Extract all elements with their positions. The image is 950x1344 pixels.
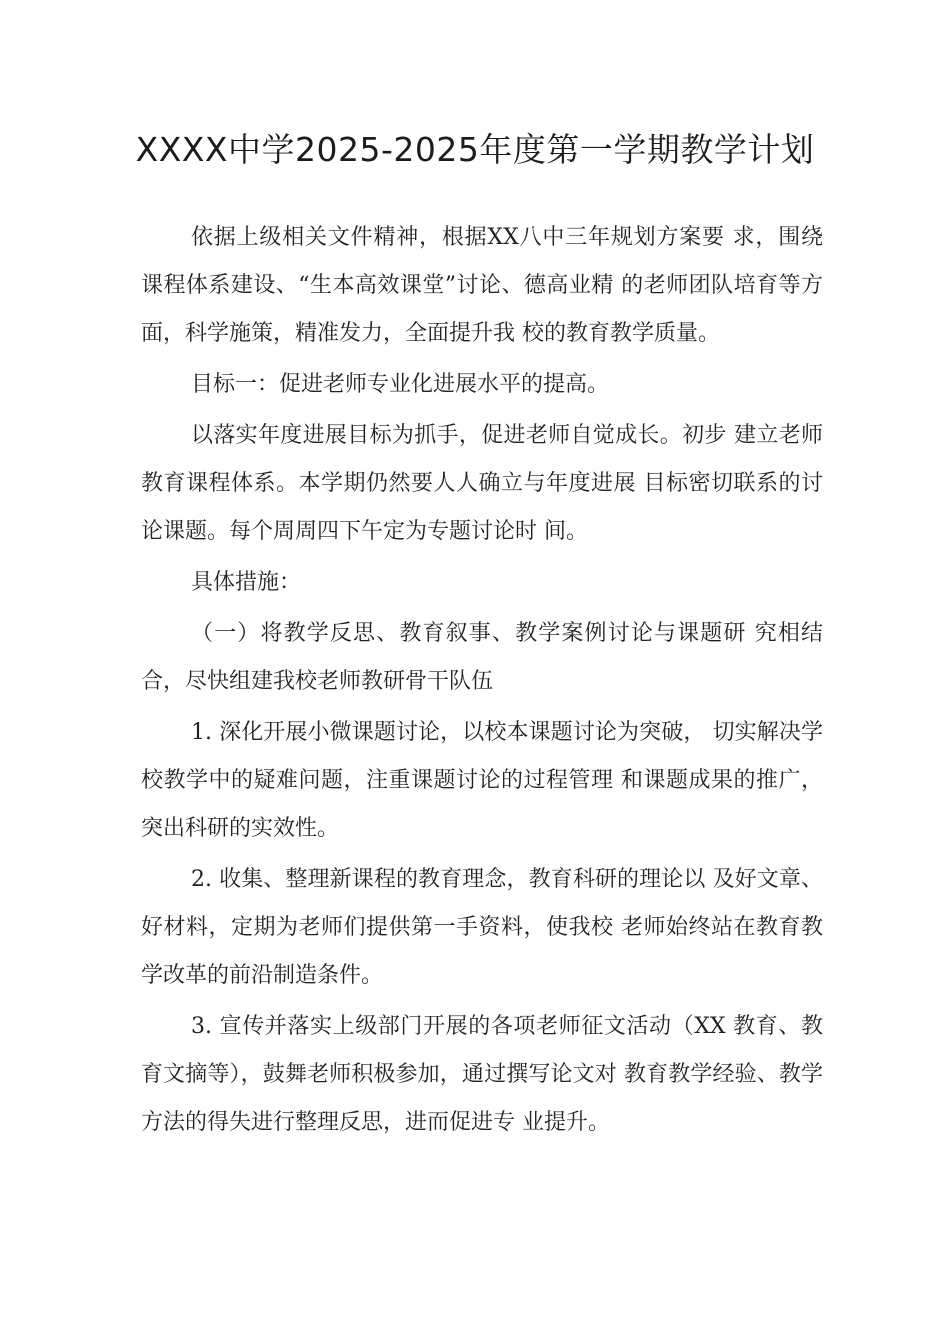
paragraph-measure-item-1: 1. 深化开展小微课题讨论，以校本课题讨论为突破， 切实解决学校教学中的疑难问题，注重课题讨论的过程管理 和课题成果的推广，突出科研的实效性。 xyxy=(141,720,823,841)
paragraph-measure-section-one: （一）将教学反思、教育叙事、教学案例讨论与课题研 究相结合，尽快组建我校老师教研骨干队伍 xyxy=(141,621,823,694)
paragraph-goal-one: 目标一：促进老师专业化进展水平的提高。 xyxy=(191,372,610,397)
paragraph-measure-item-2: 2. 收集、整理新课程的教育理念，教育科研的理论以 及好文章、好材料，定期为老师们提供第一手资料，使我校 老师始终站在教育教学改革的前沿制造条件。 xyxy=(141,867,823,988)
paragraph-goal-detail: 以落实年度进展目标为抓手，促进老师自觉成长。初步 建立老师教育课程体系。本学期仍然要人人确立与年度进展 目标密切联系的讨论课题。每个周周四下午定为专题讨论时 间。 xyxy=(141,423,823,544)
paragraph-measures-heading: 具体措施： xyxy=(191,570,302,595)
paragraph-measure-item-3: 3. 宣传并落实上级部门开展的各项老师征文活动（XX 教育、教育文摘等），鼓舞老师积极参加，通过撰写论文对 教育教学经验、教学方法的得失进行整理反思，进而促进专 业提升。 xyxy=(141,1014,823,1135)
document-body xyxy=(141,214,823,1150)
document-title: XXXX中学2025-2025年度第一学期教学计划 xyxy=(135,130,815,169)
paragraph-intro: 依据上级相关文件精神，根据XX八中三年规划方案要 求，围绕课程体系建设、“生本高效课堂”讨论、德高业精 的老师团队培育等方面，科学施策，精准发力，全面提升我 校的教育教学质量。 xyxy=(141,225,823,346)
